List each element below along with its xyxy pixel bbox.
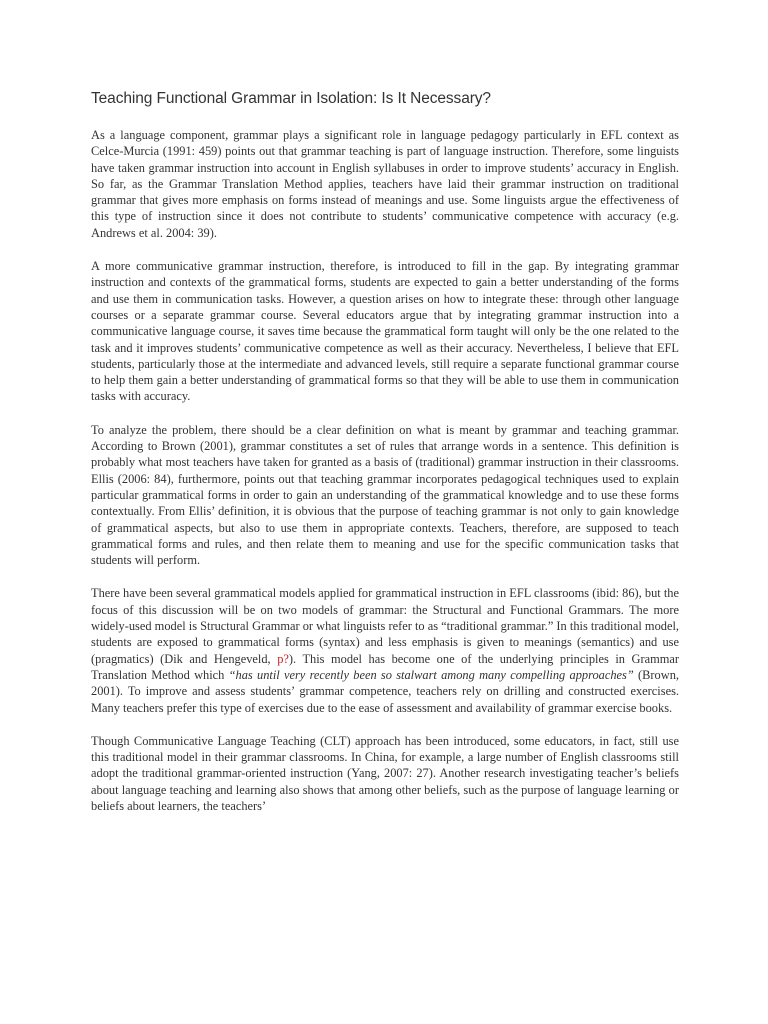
document-page <box>91 90 679 831</box>
brown-quote: “has until very recently been so stalwart among many compelling approaches” <box>228 667 634 682</box>
paragraph-4 <box>91 585 679 715</box>
paragraph-4-text-a: There have been several grammatical models applied for grammatical instruction in EFL classrooms (ibid: 86), but the focus of this discussion will be on two models of grammar: the Structural and Functional Grammars. The more widely-used model is Structural Grammar or what linguists refer to as “traditional grammar.” In this traditional model, students are exposed to grammatical forms (syntax) and less emphasis is given to meanings (semantics) and use (pragmatics) (Dik and Hengeveld, <box>91 586 679 666</box>
missing-page-citation: p? <box>277 651 289 666</box>
paragraph-4-text-b: ). This model has become one of the underlying principles in Grammar Translation Method which <box>91 651 679 682</box>
paragraph-2: A more communicative grammar instruction, therefore, is introduced to fill in the gap. By integrating grammar instruction and contexts of the grammatical forms, students are expected to gain a better understanding of the forms and use them in communication tasks. However, a question arises on how to integrate these: through other language courses or a separate grammar course. Several educators argue that by integrating grammar instruction into a communicative language course, it saves time because the grammatical form taught will only be the one related to the task and it improves students’ communicative competence as well as their accuracy. Nevertheless, I believe that EFL students, particularly those at the intermediate and advanced levels, still require a separate functional grammar course to help them gain a better understanding of grammatical forms so that they will be able to use them in communication tasks with accuracy. <box>91 259 679 404</box>
paragraph-1: As a language component, grammar plays a significant role in language pedagogy particularly in EFL context as Celce-Murcia (1991: 459) points out that grammar teaching is part of language instruction. Therefore, some linguists have taken grammar instruction into account in English syllabuses in order to improve students’ accuracy in English. So far, as the Grammar Translation Method applies, teachers have laid their grammar instruction on traditional grammar that gives more emphasis on forms instead of meanings and use. Some linguists argue the effectiveness of this type of instruction since it does not contribute to students’ communicative competence with accuracy (e.g. Andrews et al. 2004: 39). <box>91 128 679 240</box>
paragraph-3: To analyze the problem, there should be a clear definition on what is meant by grammar and teaching grammar. According to Brown (2001), grammar constitutes a set of rules that arrange words in a sentence. This definition is probably what most teachers have taken for granted as a basis of (traditional) grammar instruction in their classrooms. Ellis (2006: 84), furthermore, points out that teaching grammar incorporates pedagogical techniques used to explain particular grammatical forms in order to gain an understanding of the grammatical knowledge and to use these forms contextually. From Ellis’ definition, it is obvious that the purpose of teaching grammar is not only to gain knowledge of grammatical aspects, but also to use them in appropriate contexts. Teachers, therefore, are supposed to teach grammatical forms and rules, and then relate them to meaning and use for the specific communication tasks that students will perform. <box>91 422 679 568</box>
paragraph-5: Though Communicative Language Teaching (CLT) approach has been introduced, some educators, in fact, still use this traditional model in their grammar classrooms. In China, for example, a large number of English classrooms still adopt the traditional grammar-oriented instruction (Yang, 2007: 27). Another research investigating teacher’s beliefs about language teaching and learning also shows that among other beliefs, such as the purpose of language learning or beliefs about learners, the teachers’ <box>91 733 679 813</box>
paragraph-4-text-c: (Brown, 2001). To improve and assess students’ grammar competence, teachers rely on drilling and constructed exercises. Many teachers prefer this type of exercises due to the ease of assessment and availability of grammar exercise books. <box>91 667 679 715</box>
document-title: Teaching Functional Grammar in Isolation: Is It Necessary? <box>91 90 491 107</box>
